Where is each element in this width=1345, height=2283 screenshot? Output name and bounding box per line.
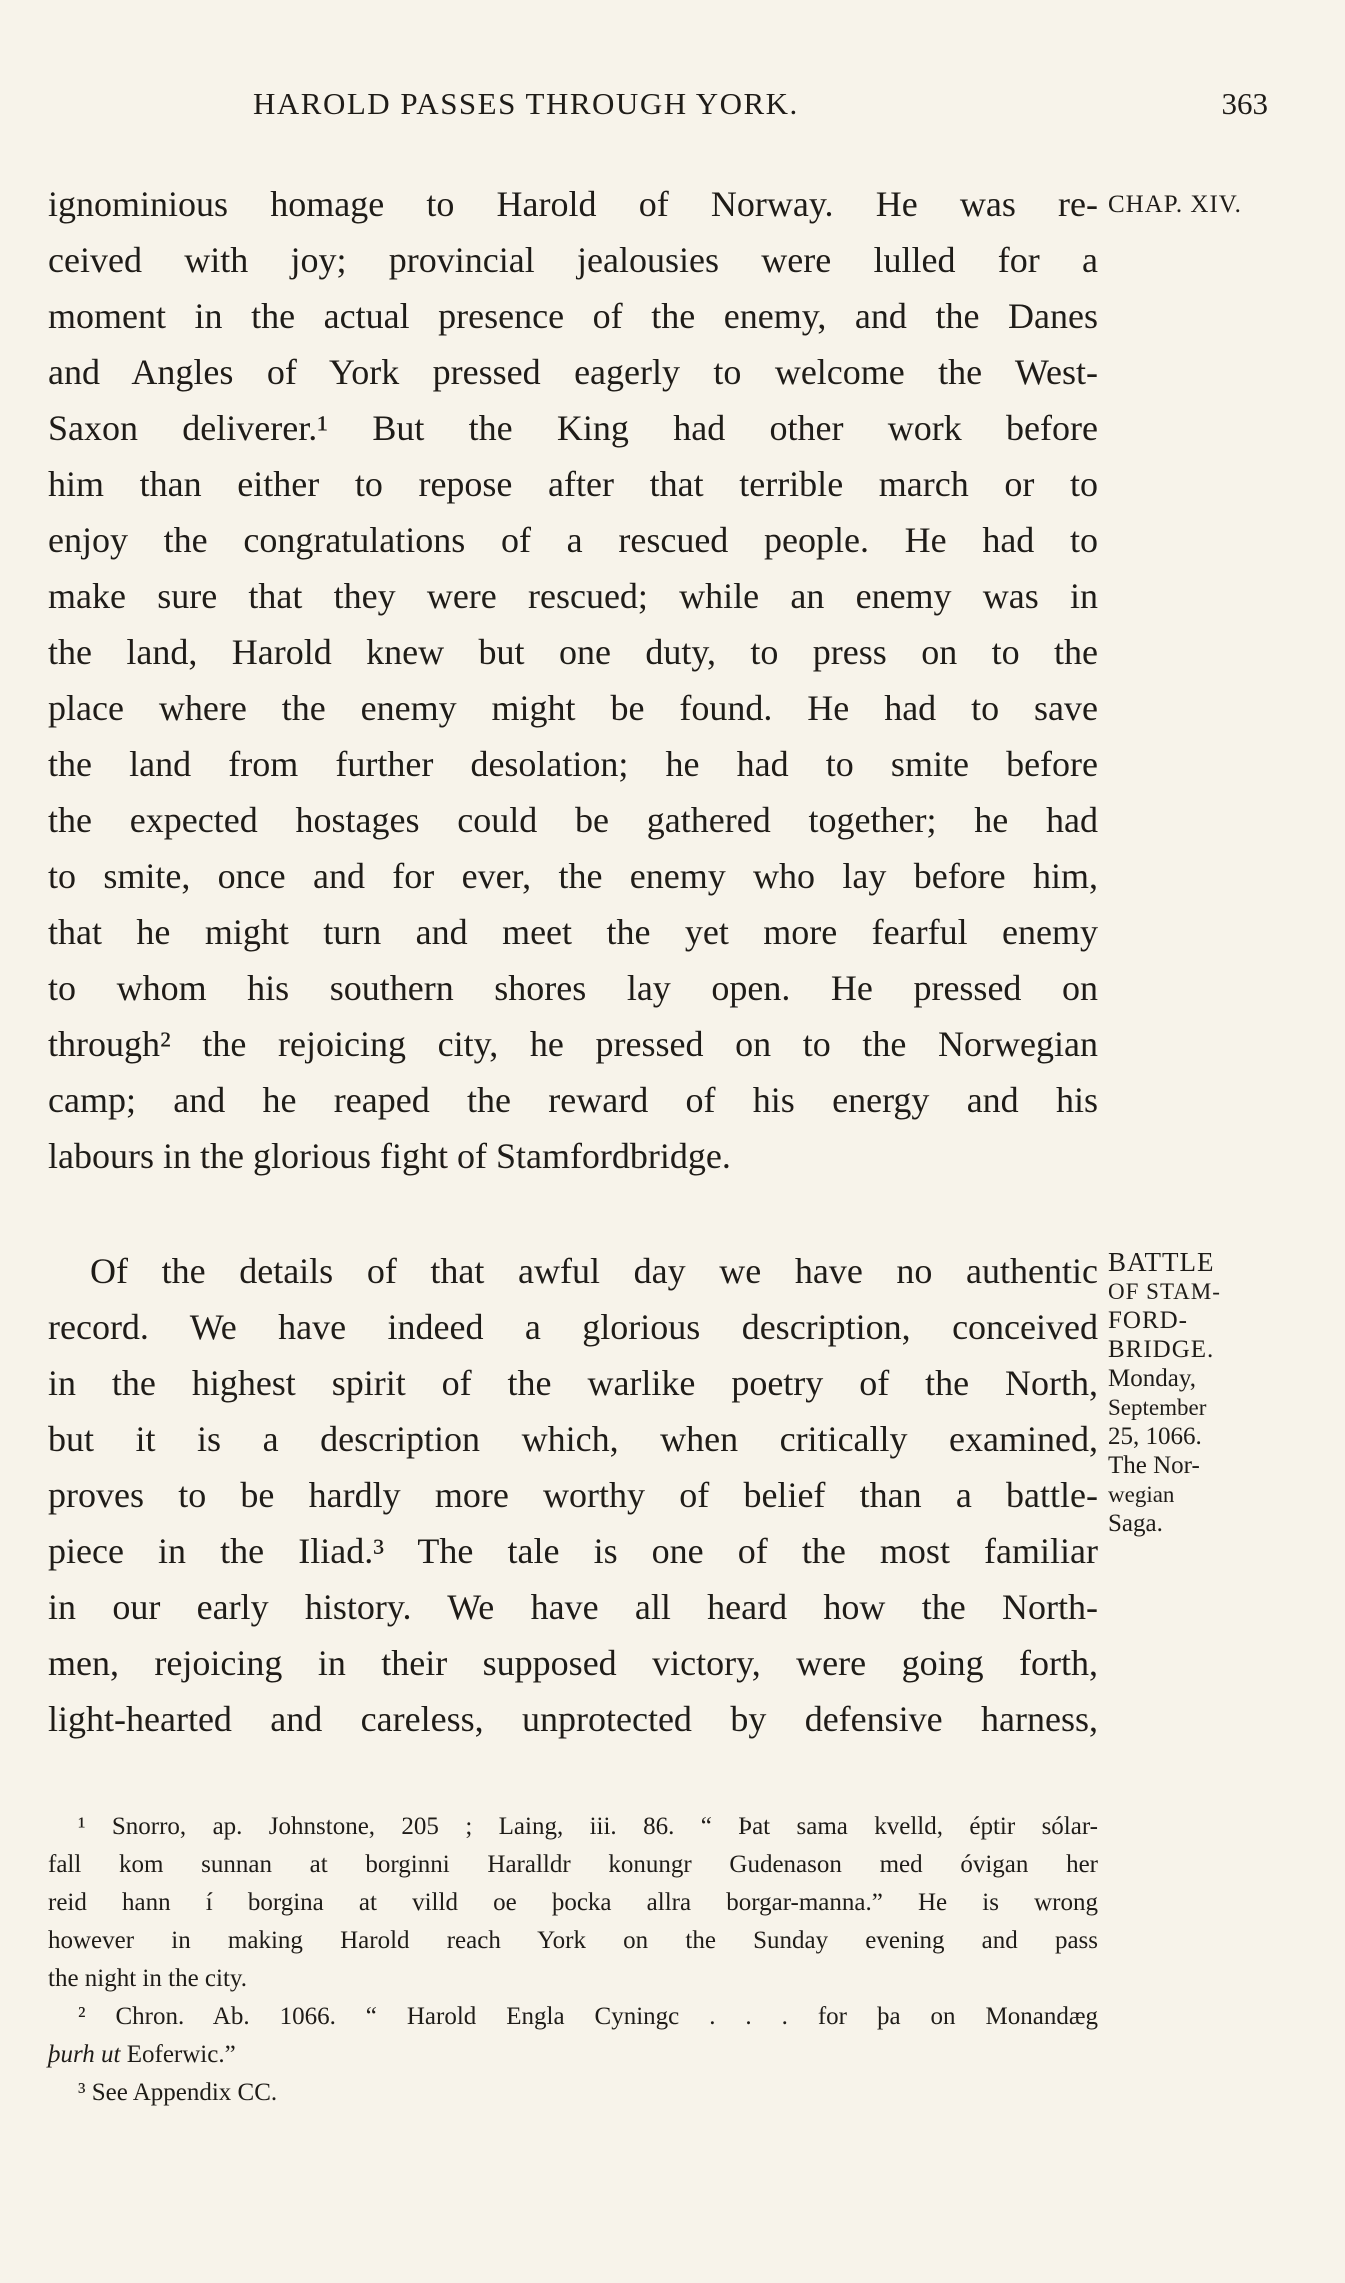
text-line: through² the rejoicing city, he pressed on to the Norwegian [48,1024,1098,1064]
margin-note-line: BATTLE [1108,1247,1215,1277]
footnote-1-line: ¹ Snorro, ap. Johnstone, 205 ; Laing, iii. 86. “ Þat sama kvelld, éptir sólar- [78,1813,1098,1840]
text-line: the expected hostages could be gathered together; he had [48,800,1098,840]
margin-note-line: BRIDGE. [1108,1336,1215,1363]
text-line: ignominious homage to Harold of Norway. He was re- [48,184,1098,224]
text-line: that he might turn and meet the yet more fearful enemy [48,912,1098,952]
paragraph-2 [48,1243,1098,1747]
footnote-2-italic: þurh ut [48,2041,121,2068]
text-line: piece in the Iliad.³ The tale is one of the most familiar [48,1531,1098,1571]
margin-note-line: September [1108,1395,1207,1420]
text-line: men, rejoicing in their supposed victory, were going forth, [48,1643,1098,1683]
footnotes [48,1808,1098,2112]
text-line: the land from further desolation; he had to smite before [48,744,1098,784]
margin-note-battle [1108,1248,1268,1538]
text-line: make sure that they were rescued; while an enemy was in [48,576,1098,616]
text-line: enjoy the congratulations of a rescued people. He had to [48,520,1098,560]
margin-note-line: FORD- [1108,1307,1189,1334]
paragraph-1 [48,176,1098,1184]
margin-note-chapter [1108,190,1268,219]
text-line: to smite, once and for ever, the enemy who lay before him, [48,856,1098,896]
running-title: HAROLD PASSES THROUGH YORK. [253,86,799,121]
margin-note-line: 25, 1066. [1108,1423,1202,1450]
text-line: but it is a description which, when critically examined, [48,1419,1098,1459]
text-line: the land, Harold knew but one duty, to press on to the [48,632,1098,672]
text-line: place where the enemy might be found. He had to save [48,688,1098,728]
text-line: in our early history. We have all heard how the North- [48,1587,1098,1627]
text-line: light-hearted and careless, unprotected by defensive harness, [48,1699,1098,1739]
footnote-2-rest: Eoferwic.” [120,2041,236,2068]
text-line: ceived with joy; provincial jealousies were lulled for a [48,240,1098,280]
footnote-2-line: ² Chron. Ab. 1066. “ Harold Engla Cyningc . . . for þa on Monandæg [78,2003,1098,2030]
margin-note-line: OF STAM- [1108,1279,1221,1304]
footnote-1-line: however in making Harold reach York on the Sunday evening and pass [48,1927,1098,1954]
text-line: camp; and he reaped the reward of his energy and his [48,1080,1098,1120]
margin-note-line: Saga. [1108,1510,1163,1537]
text-line: record. We have indeed a glorious description, conceived [48,1307,1098,1347]
footnote-1-line: the night in the city. [48,1965,248,1992]
margin-note-line: wegian [1108,1482,1175,1507]
footnote-3: ³ See Appendix CC. [78,2079,278,2106]
text-line: to whom his southern shores lay open. He pressed on [48,968,1098,1008]
footnote-1-line: fall kom sunnan at borginni Haralldr konungr Gudenason med óvigan her [48,1851,1098,1878]
text-line: and Angles of York pressed eagerly to welcome the West- [48,352,1098,392]
text-line: Of the details of that awful day we have no authentic [90,1251,1098,1291]
text-line: Saxon deliverer.¹ But the King had other work before [48,408,1098,448]
margin-note-line: The Nor- [1108,1452,1200,1479]
page-number: 363 [1221,86,1268,121]
text-line: proves to be hardly more worthy of belief than a battle- [48,1475,1098,1515]
text-line: moment in the actual presence of the enemy, and the Danes [48,296,1098,336]
footnote-1-line: reid hann í borgina at villd oe þocka allra borgar-manna.” He is wrong [48,1889,1098,1916]
text-line: labours in the glorious fight of Stamfordbridge. [48,1136,731,1176]
text-line: him than either to repose after that terrible march or to [48,464,1098,504]
footnote-2-line [48,2036,1098,2074]
chapter-label: CHAP. XIV. [1108,191,1242,218]
running-head [48,86,1268,130]
text-line: in the highest spirit of the warlike poetry of the North, [48,1363,1098,1403]
margin-note-line: Monday, [1108,1365,1196,1392]
